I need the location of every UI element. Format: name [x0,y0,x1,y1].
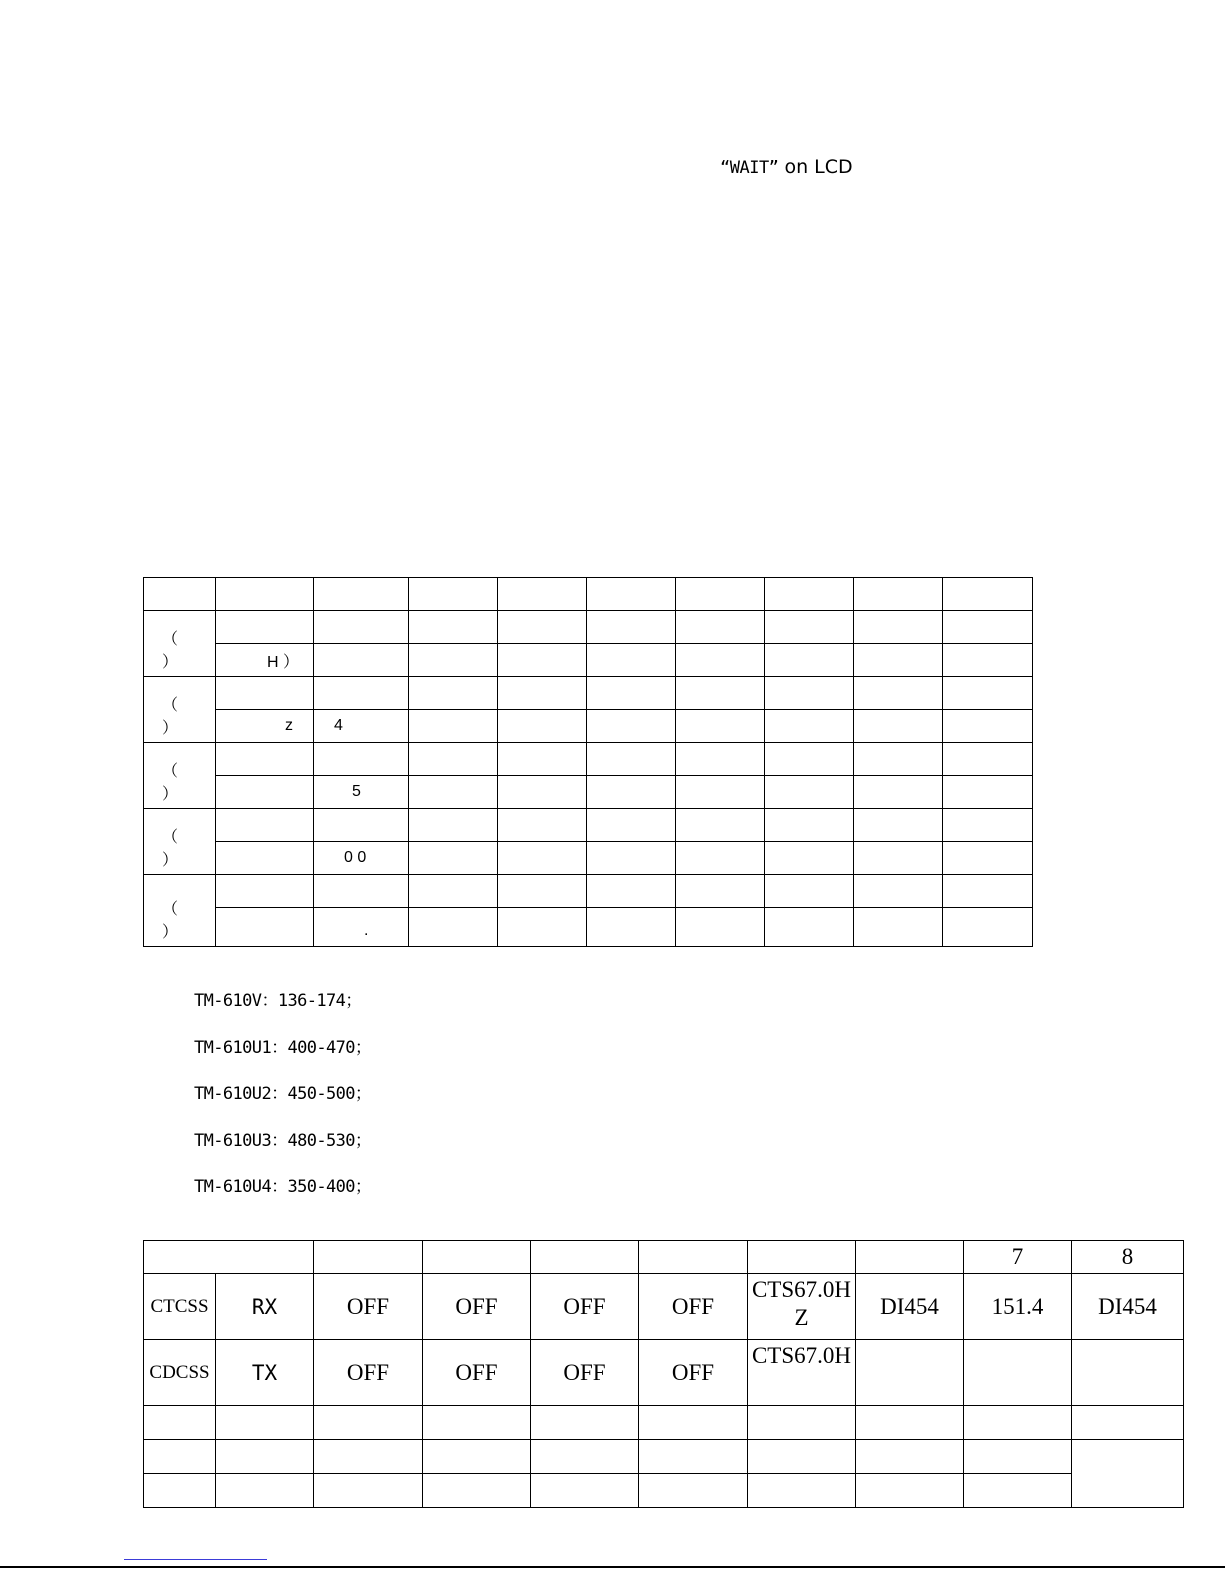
table-cell [409,644,498,677]
table-cell [216,611,314,644]
table-cell [856,1440,964,1474]
table-cell [498,644,587,677]
list-item: TM-610U4：350-400； [194,1177,372,1197]
table-cell [498,743,587,776]
table-cell [765,908,854,947]
table-cell [854,842,943,875]
table-cell [498,710,587,743]
table-cell [587,578,676,611]
table-cell [676,842,765,875]
table-cell [423,1440,531,1474]
table-cell [587,776,676,809]
table-cell [676,809,765,842]
list-item: TM-610U1：400-470； [194,1037,372,1058]
table-cell: OFF [639,1274,748,1340]
table-cell [498,677,587,710]
table-cell: OFF [531,1340,639,1406]
table-cell [856,1241,964,1274]
table-cell [144,1440,216,1474]
table-cell [943,776,1033,809]
table-cell: . [314,908,409,947]
table-cell [314,578,409,611]
table-row [144,611,1033,644]
table-cell [1072,1440,1184,1508]
wait-on-lcd-note [720,156,853,178]
table-cell [587,644,676,677]
table-cell [765,743,854,776]
table-cell [216,776,314,809]
table-cell [964,1440,1072,1474]
group-label: （ ） [144,743,216,809]
list-item: TM-610U2：450-500； [194,1084,372,1104]
table-cell [765,842,854,875]
table-cell [943,677,1033,710]
table-cell [498,776,587,809]
tone-settings-table [143,1240,1184,1508]
table-cell [748,1406,856,1440]
table-cell [314,611,409,644]
table-row [144,908,1033,947]
table-header-8: 8 [1072,1241,1184,1274]
table-cell: DI454 [1072,1274,1184,1340]
table-cell [498,578,587,611]
table-cell [748,1241,856,1274]
table-cell [854,677,943,710]
table-cell [765,776,854,809]
table-cell [216,842,314,875]
table-cell [854,710,943,743]
table-cell [423,1406,531,1440]
table-cell: OFF [639,1340,748,1406]
table-cell [854,611,943,644]
table-cell [964,1474,1072,1508]
table-cell [943,875,1033,908]
table-cell [314,644,409,677]
table-cell [856,1406,964,1440]
wait-quoted-text: “WAIT” [720,158,779,178]
table-cell [409,743,498,776]
table-row [144,875,1033,908]
table-cell [676,908,765,947]
table-cell [314,1241,423,1274]
footer-link-underline [124,1559,267,1560]
table-cell [216,1474,314,1508]
table-cell [854,644,943,677]
table-cell [943,578,1033,611]
table-cell [1072,1340,1184,1406]
table-cell [676,875,765,908]
group-label: （ ） [144,809,216,875]
table-cell [765,578,854,611]
table-cell [216,743,314,776]
table-cell [216,809,314,842]
table-cell [409,908,498,947]
table-cell [531,1241,639,1274]
table-cell [144,1406,216,1440]
tone-table-header-row [144,1241,1184,1274]
table-cell [856,1340,964,1406]
table-cell [144,578,216,611]
table-header-7: 7 [964,1241,1072,1274]
table-cell [498,611,587,644]
table-cell: CTS67.0H Z [748,1274,856,1340]
table-row [144,1440,1184,1474]
list-item: TM-610U3：480-530； [194,1130,372,1151]
table-row [144,1474,1184,1508]
table-cell: OFF [314,1340,423,1406]
table-cell: H ） [216,644,314,677]
table-cell [314,809,409,842]
table-cell [498,842,587,875]
table-cell [676,578,765,611]
wait-rest-text: on LCD [778,156,853,178]
table-cell [314,875,409,908]
table-cell [216,908,314,947]
table-cell: 151.4 [964,1274,1072,1340]
table-cell [676,776,765,809]
table-cell [423,1474,531,1508]
table-cell [409,578,498,611]
model-frequency-list [194,986,371,1219]
table-cell [854,908,943,947]
table-cell: OFF [531,1274,639,1340]
table-cell [587,809,676,842]
table-cell [314,677,409,710]
table-cell [943,809,1033,842]
table-cell [765,809,854,842]
table-cell [964,1340,1072,1406]
table-cell [498,875,587,908]
table-row [144,677,1033,710]
table-cell [854,809,943,842]
table-cell [943,743,1033,776]
table-row [144,743,1033,776]
table-cell [531,1440,639,1474]
table-cell [943,842,1033,875]
table-cell: DI454 [856,1274,964,1340]
table-cell [765,611,854,644]
group-label: （ ） [144,677,216,743]
table-cell [748,1440,856,1474]
table-cell [216,677,314,710]
freq-table-header-row [144,578,1033,611]
rx-label: RX [216,1274,314,1340]
table-cell [943,611,1033,644]
table-cell [531,1474,639,1508]
table-cell [854,776,943,809]
table-cell [587,677,676,710]
table-cell [854,743,943,776]
table-row [144,842,1033,875]
table-cell [765,875,854,908]
tx-row [144,1340,1184,1406]
table-cell [639,1241,748,1274]
table-cell [314,1440,423,1474]
table-cell [216,1440,314,1474]
table-cell [856,1474,964,1508]
table-cell [943,644,1033,677]
table-cell [216,1406,314,1440]
table-cell [1072,1406,1184,1440]
list-item: TM-610V：136-174； [194,991,362,1011]
table-cell [409,677,498,710]
table-cell [676,710,765,743]
table-cell [314,743,409,776]
table-cell [854,578,943,611]
table-cell [943,908,1033,947]
table-cell [748,1474,856,1508]
ctcss-label: CTCSS [144,1274,216,1340]
table-cell [216,875,314,908]
table-cell: z [216,710,314,743]
table-cell [854,875,943,908]
table-cell [409,875,498,908]
table-cell [587,611,676,644]
table-cell [314,1406,423,1440]
frequency-table [143,577,1033,947]
group-label: （ ） [144,875,216,947]
group-label: （ ） [144,611,216,677]
table-row [144,710,1033,743]
table-cell: 0 0 [314,842,409,875]
table-cell [676,677,765,710]
tx-label: TX [216,1340,314,1406]
table-row [144,776,1033,809]
table-cell [498,809,587,842]
table-cell [144,1241,314,1274]
footer-rule [0,1566,1225,1568]
table-cell [587,743,676,776]
table-row [144,1406,1184,1440]
table-cell [216,578,314,611]
table-cell [676,611,765,644]
table-cell [639,1406,748,1440]
table-cell [765,644,854,677]
table-cell [409,776,498,809]
rx-row [144,1274,1184,1340]
table-cell [943,710,1033,743]
table-cell: OFF [423,1340,531,1406]
table-cell [765,677,854,710]
table-cell: 5 [314,776,409,809]
table-cell [409,809,498,842]
table-cell [531,1406,639,1440]
table-cell [587,908,676,947]
table-row [144,809,1033,842]
table-cell: 4 [314,710,409,743]
table-cell: OFF [423,1274,531,1340]
table-cell [409,842,498,875]
table-cell [639,1440,748,1474]
table-cell [587,875,676,908]
table-row [144,644,1033,677]
table-cell: OFF [314,1274,423,1340]
table-cell [587,710,676,743]
table-cell [409,611,498,644]
table-cell [409,710,498,743]
table-cell [423,1241,531,1274]
cdcss-label: CDCSS [144,1340,216,1406]
table-cell [587,842,676,875]
table-cell [676,743,765,776]
table-cell [765,710,854,743]
table-cell [676,644,765,677]
table-cell [144,1474,216,1508]
table-cell [639,1474,748,1508]
table-cell [964,1406,1072,1440]
table-cell [498,908,587,947]
table-cell: CTS67.0H [748,1340,856,1406]
table-cell [314,1474,423,1508]
